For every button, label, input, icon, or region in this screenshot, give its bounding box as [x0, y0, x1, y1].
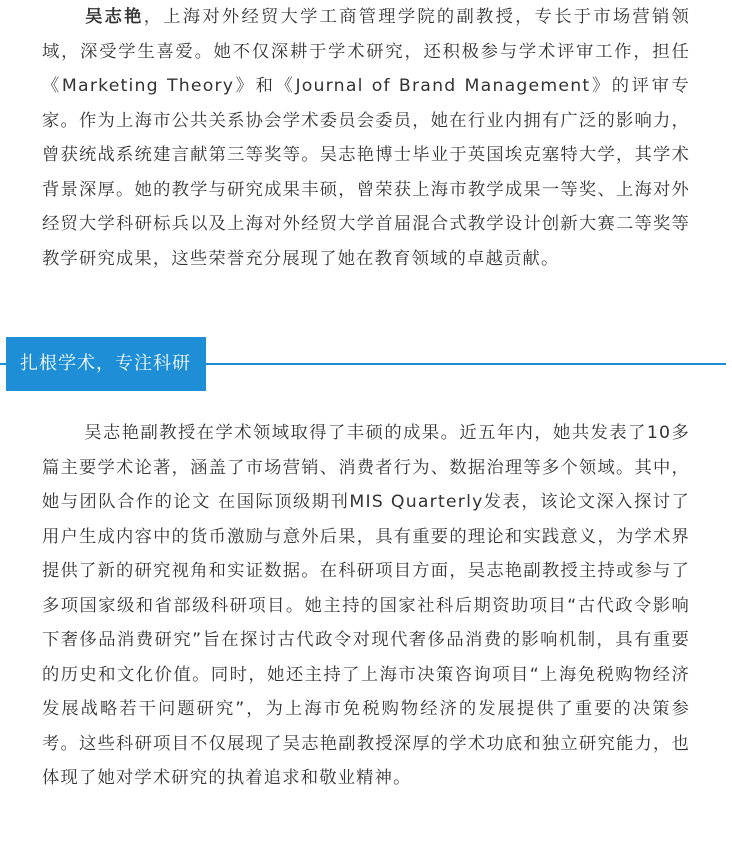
- intro-paragraph: [42, 0, 690, 276]
- research-paragraph: [42, 416, 690, 796]
- research-paragraph-text: 吴志艳副教授在学术领域取得了丰硕的成果。近五年内，她共发表了10多篇主要学术论著，涵盖了市场营销、消费者行为、数据治理等多个领域。其中，她与团队合作的论文 在国际顶级期刊MIS Quarterly发表，该论文深入探讨了用户生成内容中的货币激励与意外后果，具有重要的理论和实践意义，为学术界提供了新的研究视角和实证数据。在科研项目方面，吴志艳副教授主持或参与了多项国家级和省部级科研项目。她主持的国家社科后期资助项目“古代政令影响下奢侈品消费研究”旨在探讨古代政令对现代奢侈品消费的影响机制，具有重要的历史和文化价值。同时，她还主持了上海市决策咨询项目“上海免税购物经济发展战略若干问题研究”，为上海市免税购物经济的发展提供了重要的决策参考。这些科研项目不仅展现了吴志艳副教授深厚的学术功底和独立研究能力，也体现了她对学术研究的执着追求和敬业精神。: [42, 423, 690, 788]
- intro-paragraph-text: ，上海对外经贸大学工商管理学院的副教授，专长于市场营销领域，深受学生喜爱。她不仅深耕于学术研究，还积极参与学术评审工作，担任《Marketing Theory》和《Journal of Brand Management》的评审专家。作为上海市公共关系协会学术委员会委员，她在行业内拥有广泛的影响力，曾获统战系统建言献第三等奖等。吴志艳博士毕业于英国埃克塞特大学，其学术背景深厚。她的教学与研究成果丰硕，曾荣获上海市教学成果一等奖、上海对外经贸大学科研标兵以及上海对外经贸大学首届混合式教学设计创新大赛二等奖等教学研究成果，这些荣誉充分展现了她在教育领域的卓越贡献。: [42, 7, 690, 269]
- section-title: 扎根学术，专注科研: [20, 353, 191, 374]
- section-heading-bar: [0, 337, 726, 391]
- professor-name: 吴志艳: [84, 7, 144, 27]
- section-heading-box: [6, 337, 206, 391]
